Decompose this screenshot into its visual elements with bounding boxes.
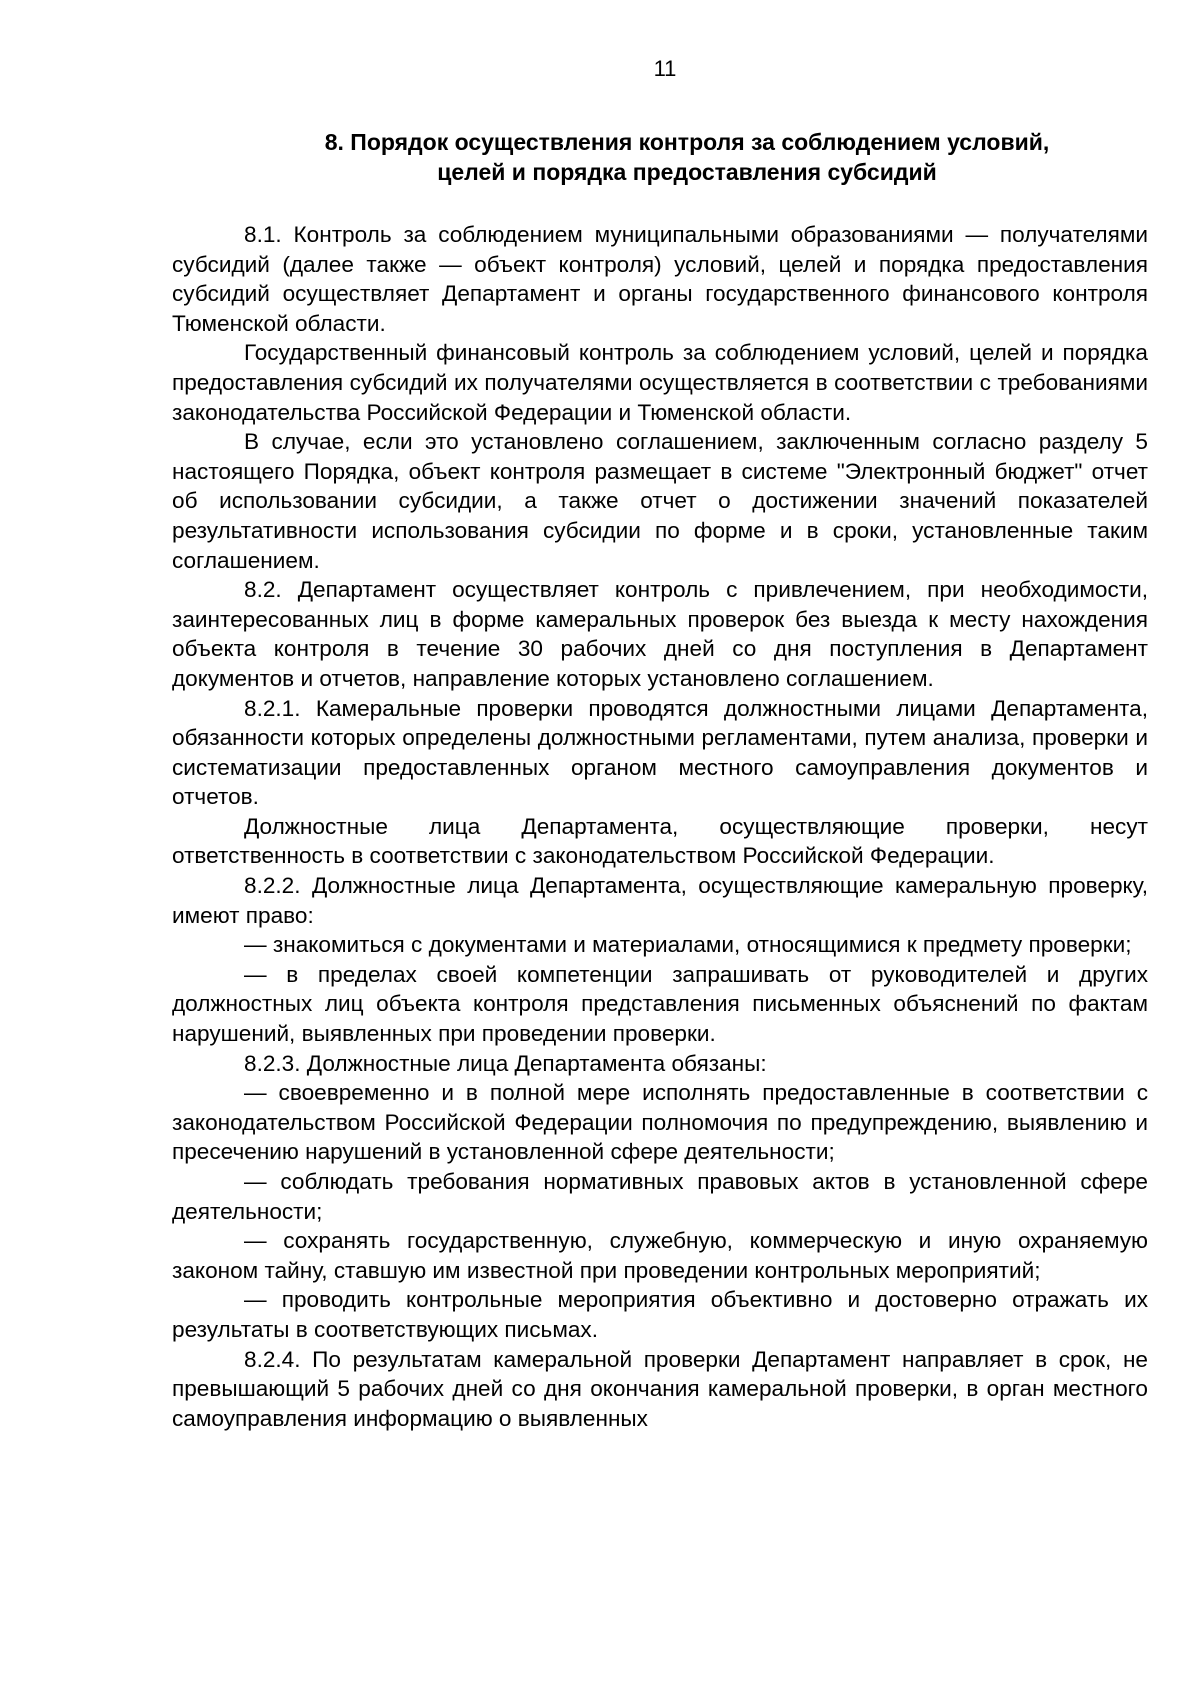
- list-item-duty-2: — соблюдать требования нормативных правовых актов в установленной сфере деятельности;: [172, 1169, 1148, 1224]
- section-heading-line-2: целей и порядка предоставления субсидий: [437, 158, 937, 185]
- paragraph-8-2-1: 8.2.1. Камеральные проверки проводятся должностными лицами Департамента, обязанности которых определены должностными регламентами, путем анализа, проверки и систематизации предоставленных органом местного самоуправления документов и отчетов.: [172, 695, 1148, 810]
- list-item-duty-4: — проводить контрольные мероприятия объективно и достоверно отражать их результаты в соответствующих письмах.: [172, 1287, 1148, 1342]
- paragraph-electronic-budget-report: В случае, если это установлено соглашением, заключенным согласно разделу 5 настоящего Порядка, объект контроля размещает в системе "Электронный бюджет" отчет об использовании субсидии, а также отчет о достижении значений показателей результативности использования субсидии по форме и в сроки, установленные таким соглашением.: [172, 429, 1148, 573]
- paragraph-8-2: 8.2. Департамент осуществляет контроль с привлечением, при необходимости, заинтересованных лиц в форме камеральных проверок без выезда к месту нахождения объекта контроля в течение 30 рабочих дней со дня поступления в Департамент документов и отчетов, направление которых установлено соглашением.: [172, 577, 1148, 691]
- paragraph-8-1: 8.1. Контроль за соблюдением муниципальными образованиями — получателями субсидий (далее также — объект контроля) условий, целей и порядка предоставления субсидий осуществляет Департамент и органы государственного финансового контроля Тюменской области.: [172, 222, 1148, 336]
- section-heading: [172, 128, 1200, 187]
- list-item-right-1: — знакомиться с документами и материалами, относящимися к предмету проверки;: [244, 932, 1132, 958]
- section-heading-line-1: 8. Порядок осуществления контроля за соблюдением условий,: [324, 129, 1050, 155]
- paragraph-8-2-2: 8.2.2. Должностные лица Департамента, осуществляющие камеральную проверку, имеют право:: [172, 873, 1148, 928]
- list-item-duty-1: — своевременно и в полной мере исполнять предоставленные в соответствии с законодательством Российской Федерации полномочия по предупреждению, выявлению и пресечению нарушений в установленной сфере деятельности;: [172, 1080, 1148, 1165]
- list-item-duty-3: — сохранять государственную, служебную, коммерческую и иную охраняемую законом тайну, ставшую им известной при проведении контрольных мероприятий;: [172, 1228, 1148, 1283]
- document-body: [172, 220, 1148, 1433]
- paragraph-officials-responsibility: Должностные лица Департамента, осуществляющие проверки, несут ответственность в соответствии с законодательством Российской Федерации.: [172, 813, 1148, 869]
- paragraph-8-2-4: 8.2.4. По результатам камеральной проверки Департамент направляет в срок, не превышающий 5 рабочих дней со дня окончания камеральной проверки, в орган местного самоуправления информацию о выявленных: [172, 1346, 1148, 1431]
- paragraph-8-2-3: 8.2.3. Должностные лица Департамента обязаны:: [244, 1050, 767, 1076]
- paragraph-state-control: Государственный финансовый контроль за соблюдением условий, целей и порядка предоставления субсидий их получателями осуществляется в соответствии с требованиями законодательства Российской Федерации и Тюменской области.: [172, 340, 1148, 425]
- page-number: 11: [653, 56, 677, 81]
- list-item-right-2: — в пределах своей компетенции запрашивать от руководителей и других должностных лиц объекта контроля представления письменных объяснений по фактам нарушений, выявленных при проведении проверки.: [172, 961, 1148, 1047]
